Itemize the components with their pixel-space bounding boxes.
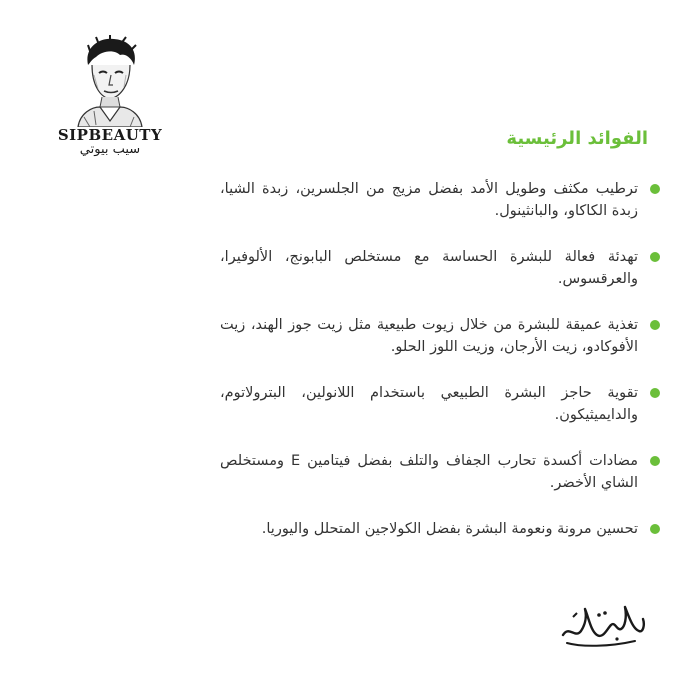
benefit-text: تحسين مرونة ونعومة البشرة بفضل الكولاجين المتحلل واليوريا. [261,521,638,537]
list-item [220,382,660,450]
benefit-text: تقوية حاجز البشرة الطبيعي باستخدام اللانولين، البترولاتوم، والدايميثيكون. [220,385,638,423]
brand-logo [50,35,170,165]
bullet-icon [650,524,660,534]
portrait-illustration-icon [70,35,150,127]
list-item [220,246,660,314]
list-item [220,450,660,518]
bullet-icon [650,320,660,330]
list-item [220,178,660,246]
list-item [220,518,660,586]
brand-name-en: SIPBEAUTY [57,126,163,144]
brand-name-ar: سيب بيوتي [79,142,141,157]
bullet-icon [650,456,660,466]
bullet-icon [650,388,660,398]
benefits-list [220,178,660,586]
benefit-text: مضادات أكسدة تحارب الجفاف والتلف بفضل فيتامين E ومستخلص الشاي الأخضر. [220,453,638,491]
benefit-text: ترطيب مكثف وطويل الأمد بفضل مزيج من الجلسرين، زبدة الشيا، زبدة الكاكاو، والبانثينول. [220,181,638,219]
bullet-icon [650,184,660,194]
signature-logo [555,595,650,655]
benefits-heading: الفوائد الرئيسية [506,128,648,149]
bullet-icon [650,252,660,262]
list-item [220,314,660,382]
benefit-text: تهدئة فعالة للبشرة الحساسة مع مستخلص البابونج، الألوفيرا، والعرقسوس. [220,249,638,287]
calligraphy-signature-icon [555,595,650,655]
benefit-text: تغذية عميقة للبشرة من خلال زيوت طبيعية مثل زيت جوز الهند، زيت الأفوكادو، زيت الأرجان، وزيت اللوز الحلو. [220,317,638,355]
